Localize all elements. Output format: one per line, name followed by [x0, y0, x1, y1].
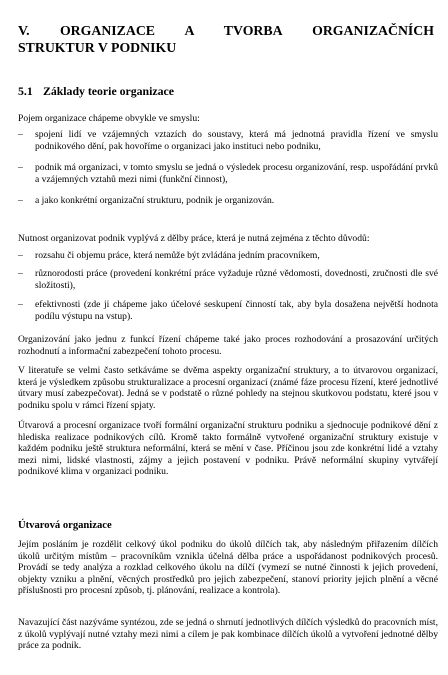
- section-number: 5.1: [18, 84, 33, 98]
- chapter-title-line-2: STRUKTUR V PODNIKU: [18, 40, 177, 55]
- list1-item-text: podnik má organizaci, v tomto smyslu se jedná o výsledek procesu organizování, resp. uspořádání prvků a vzájemných vztahů mezi nimi (funkční činnost),: [35, 162, 438, 185]
- list-bullet: –: [18, 268, 23, 279]
- list1-item: [18, 162, 438, 185]
- necessity-paragraph: Nutnost organizovat podnik vyplývá z dělby práce, která je nutná zejména z těchto důvodů:: [18, 233, 370, 244]
- subsection-heading: Útvarová organizace: [18, 520, 112, 531]
- list2-item: [18, 268, 438, 291]
- body-paragraph: Útvarová a procesní organizace tvoří formální organizační strukturu podniku a sjednocuje podnikové dění z hlediska realizace podnikových cílů. Kromě takto formálně vytvořené organizační struktury existuje v každém podniku ještě struktura neformální, která se mění v čase. Příčinou jsou zde konkrétní lidé a vztahy mezi nimi, lidské vlastnosti, zájmy a jejich postavení v podniku. Právě neformální skupiny vytvářejí podnikové klima v organizaci podniku.: [18, 420, 438, 478]
- subsection-paragraph: Navazující část nazýváme syntézou, zde se jedná o shrnutí jednotlivých dílčích výsledků do pracovních míst, z úkolů vyplývají nutné vztahy mezi nimi a cílem je pak kombinace dílčích úkolů a vytvoření jednotné dělby práce za podnik.: [18, 617, 438, 652]
- list1-item-text: spojení lidí ve vzájemných vztazích do soustavy, která má jednotná pravidla řízení ve smyslu podnikového dění, pak hovoříme o organizaci jako instituci nebo podniku,: [35, 129, 438, 152]
- chapter-title: [18, 22, 434, 56]
- intro-paragraph: Pojem organizace chápeme obvykle ve smyslu:: [18, 113, 200, 124]
- list2-item: [18, 299, 438, 322]
- section-title: Základy teorie organizace: [42, 84, 175, 98]
- subsection-paragraph: Jejím posláním je rozdělit celkový úkol podniku do úkolů dílčích tak, aby následným přiřazením dílčích úkolů určitým místům – pracovníkům vznikla účelná dělba práce a uspořádanost podnikových procesů. Provádí se tedy analýza a rozklad celkového úkolu na dílčí (vymezí se nutné činnosti k jejich provedení, objekty vzniku a plnění, věcných prostředků pro jejich zabezpečení, stanoví priority jejich plnění a věcné příslušnosti pro procesní způsob, tj. plánování, realizace a kontrola).: [18, 539, 438, 597]
- list2-item-text: efektivnosti (zde ji chápeme jako účelové seskupení činností tak, aby byla dosažena největší hodnota podílu výstupu na vstup).: [35, 299, 438, 322]
- list2-item-text: rozsahu či objemu práce, která nemůže být zvládána jedním pracovníkem,: [35, 250, 320, 261]
- list-bullet: –: [18, 299, 23, 310]
- list-bullet: –: [18, 129, 23, 140]
- chapter-title-line-1: V. ORGANIZACE A TVORBA ORGANIZAČNÍCH: [18, 23, 434, 38]
- list2-item-text: různorodosti práce (provedení konkrétní práce vyžaduje různé vědomosti, dovednosti, zručnosti dle své složitosti),: [35, 268, 438, 291]
- list-bullet: –: [18, 195, 23, 206]
- section-heading: [18, 84, 174, 99]
- list1-item-text: a jako konkrétní organizační strukturu, podnik je organizován.: [35, 195, 275, 206]
- list2-item: [18, 250, 438, 262]
- list1-item: [18, 195, 438, 207]
- body-paragraph: Organizování jako jednu z funkcí řízení chápeme také jako proces rozhodování a prosazování určitých rozhodnutí a informační zabezpečení tohoto procesu.: [18, 334, 438, 357]
- list-bullet: –: [18, 250, 23, 261]
- body-paragraph: V literatuře se velmi často setkáváme se dvěma aspekty organizační struktury, a to útvarovou organizací, která je výsledkem způsobu strukturalizace a procesní organizací (známé fáze procesu řízení, které jednotlivé útvary musí zabezpečovat). Jedná se v podstatě o různé pohledy na stejnou skutkovou podstatu, které jsou v podniku spolu v rámci řízení spjaty.: [18, 365, 438, 411]
- list1-item: [18, 129, 438, 152]
- list-bullet: –: [18, 162, 23, 173]
